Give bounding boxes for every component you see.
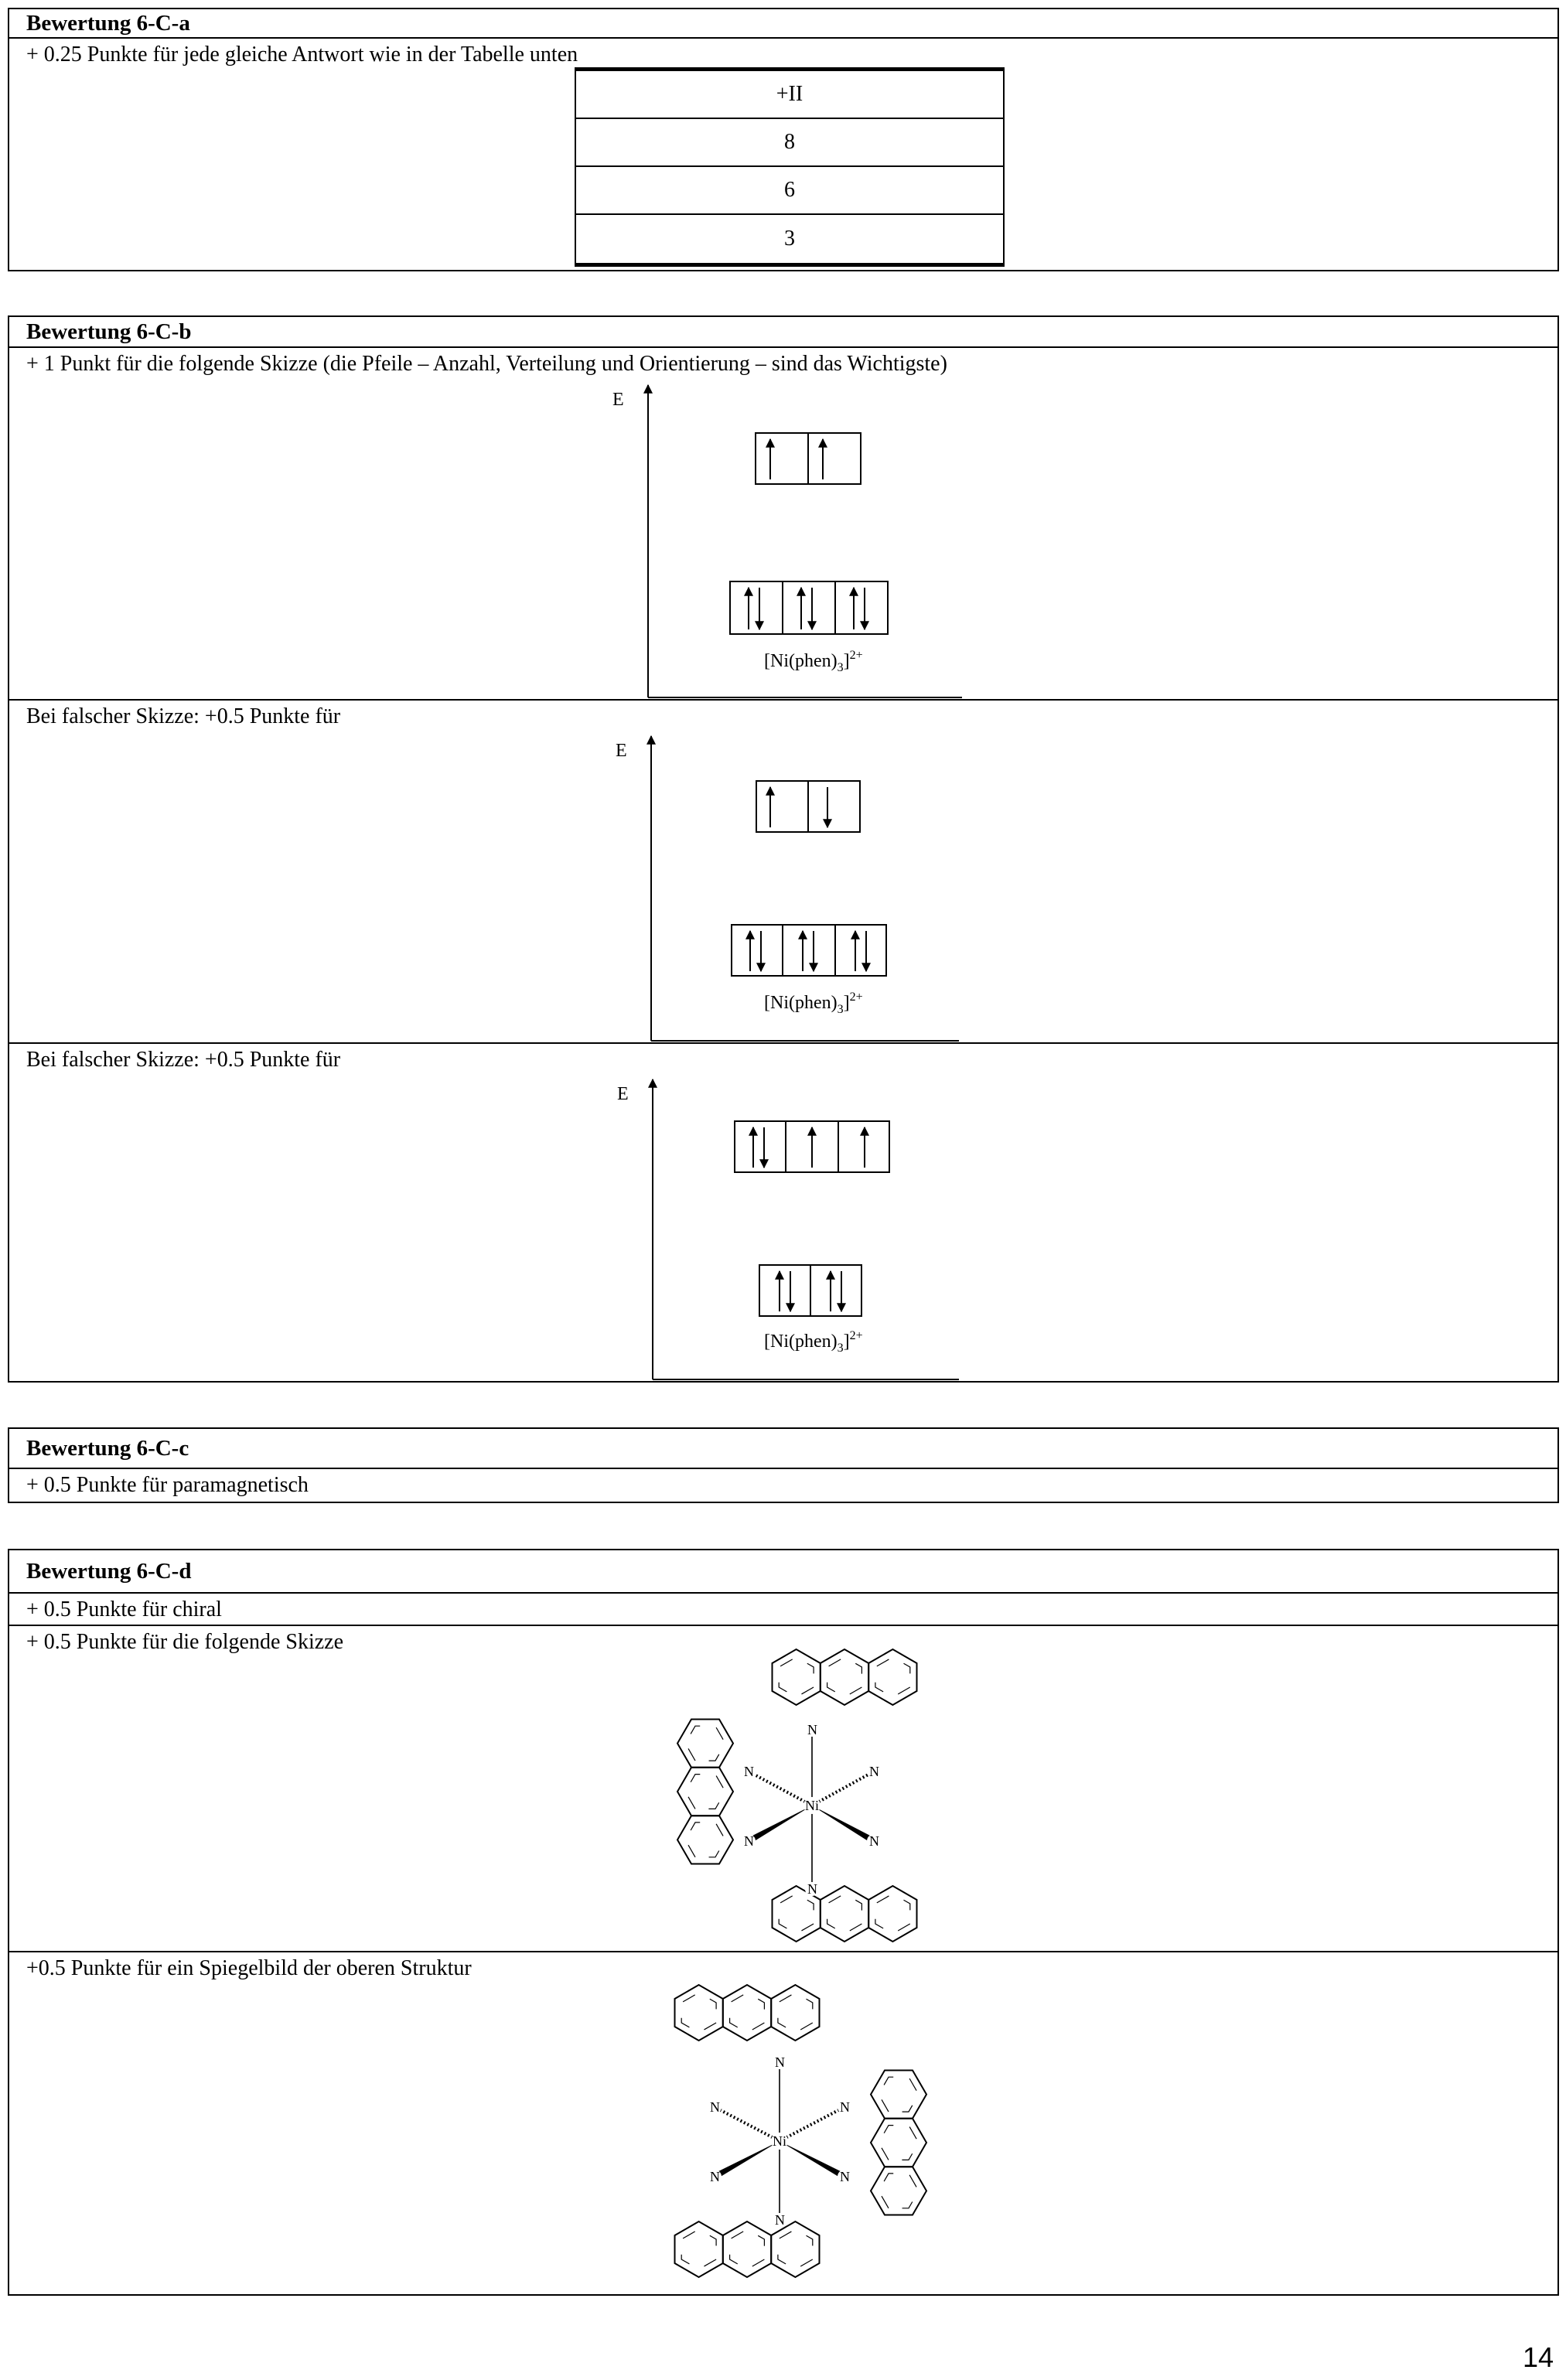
alternative-diagram-row xyxy=(9,1044,1557,1383)
ni-phen-structure xyxy=(9,1626,1557,1951)
alternative-diagram-row xyxy=(9,701,1557,1044)
wedge-bond xyxy=(747,1805,812,1843)
eg-orbitals xyxy=(756,433,861,484)
energy-axis-label: E xyxy=(612,390,624,410)
phen-ring-inner xyxy=(685,1726,725,1761)
n-atom-label: N xyxy=(710,2099,720,2115)
phen-ring-inner xyxy=(779,1657,814,1697)
phen-ring xyxy=(821,1649,868,1705)
wedge-bond xyxy=(713,2141,780,2180)
phen-ring-inner xyxy=(879,2174,919,2208)
scoring-text: Bei falscher Skizze: +0.5 Punkte für xyxy=(26,1048,341,1072)
energy-diagram-alt-1 xyxy=(9,701,1557,1042)
hashed-bond xyxy=(812,1771,874,1805)
n-atom-label: N xyxy=(840,2099,850,2115)
n-atom-label: N xyxy=(775,2054,785,2070)
phen-ring xyxy=(868,1649,916,1705)
phen-ring xyxy=(771,2221,819,2277)
scoring-text: +0.5 Punkte für ein Spiegelbild der oberen Struktur xyxy=(26,1956,472,1980)
phen-ring-inner xyxy=(778,2229,813,2269)
phen-ring-inner xyxy=(879,2077,919,2112)
energy-diagram-correct xyxy=(9,348,1557,699)
answer-table xyxy=(575,67,1005,267)
section-header: Bewertung 6-C-a xyxy=(9,9,1557,39)
section-6-c-b xyxy=(8,315,1559,1383)
phen-ring-inner xyxy=(685,1823,725,1857)
n-atom-label: N xyxy=(807,1881,817,1897)
section-header: Bewertung 6-C-d xyxy=(9,1550,1557,1594)
scoring-text: + 0.5 Punkte für paramagnetisch xyxy=(26,1473,309,1497)
answer-row xyxy=(9,39,1557,271)
phen-ring xyxy=(677,1816,733,1863)
phen-ring-inner xyxy=(875,1657,910,1697)
phen-ring xyxy=(675,2221,723,2277)
hashed-bond xyxy=(715,2107,780,2141)
phen-ring xyxy=(677,1768,733,1816)
scoring-text: + 0.25 Punkte für jede gleiche Antwort wie in der Tabelle unten xyxy=(26,43,578,66)
phen-ring-inner xyxy=(685,1775,725,1809)
scoring-row xyxy=(9,1469,1557,1503)
phen-ring xyxy=(723,2221,771,2277)
answer-cell: +II xyxy=(576,71,1003,119)
phen-ring-inner xyxy=(827,1894,862,1934)
lower-orbitals xyxy=(759,1265,861,1316)
phen-ring-inner xyxy=(875,1894,910,1934)
wedge-bond xyxy=(812,1805,875,1843)
ni-atom-label: Ni xyxy=(773,2133,786,2149)
scoring-row xyxy=(9,1594,1557,1626)
phen-ring xyxy=(871,2119,926,2167)
n-atom-label: N xyxy=(840,2169,850,2184)
phen-ring xyxy=(723,1985,771,2041)
phen-ring xyxy=(821,1886,868,1942)
phen-ring-inner xyxy=(730,2229,765,2269)
structure-row xyxy=(9,1626,1557,1952)
phen-ring-inner xyxy=(779,1894,814,1934)
n-atom-label: N xyxy=(710,2169,720,2184)
structure-row xyxy=(9,1952,1557,2296)
ni-atom-label: Ni xyxy=(805,1798,819,1813)
answer-cell: 3 xyxy=(784,227,795,251)
phen-ring xyxy=(871,2167,926,2215)
t2g-orbitals xyxy=(732,925,886,976)
phen-ring xyxy=(677,1720,733,1768)
section-6-c-c xyxy=(8,1427,1559,1503)
ni-phen-mirror-structure xyxy=(9,1952,1557,2294)
phen-ring xyxy=(771,1985,819,2041)
phen-ring-inner xyxy=(730,1993,765,2033)
phen-ring xyxy=(675,1985,723,2041)
eg-orbitals xyxy=(756,781,860,832)
n-atom-label: N xyxy=(775,2212,785,2228)
phen-ring xyxy=(871,2071,926,2119)
phen-ring-inner xyxy=(681,2229,716,2269)
section-6-c-d xyxy=(8,1549,1559,2296)
phen-ring xyxy=(773,1649,821,1705)
complex-label: $[Ni(phen)_3]^{2+}$ xyxy=(764,649,863,674)
energy-diagram-alt-2 xyxy=(9,1044,1557,1381)
hashed-bond xyxy=(749,1771,812,1805)
scoring-text: + 0.5 Punkte für chiral xyxy=(26,1597,222,1621)
section-header: Bewertung 6-C-c xyxy=(9,1429,1557,1469)
answer-cell: 6 xyxy=(576,167,1003,215)
scoring-text: + 1 Punkt für die folgende Skizze (die Pfeile – Anzahl, Verteilung und Orientierung – sind das Wichtigste) xyxy=(26,352,947,376)
section-header: Bewertung 6-C-b xyxy=(9,317,1557,348)
scoring-text: Bei falscher Skizze: +0.5 Punkte für xyxy=(26,704,341,728)
phen-ring-inner xyxy=(778,1993,813,2033)
n-atom-label: N xyxy=(744,1764,754,1779)
scoring-text: + 0.5 Punkte für die folgende Skizze xyxy=(26,1630,344,1654)
complex-label: $[Ni(phen)_3]^{2+}$ xyxy=(764,991,863,1016)
phen-ring xyxy=(868,1886,916,1942)
n-atom-label: N xyxy=(869,1833,879,1849)
phen-ring-inner xyxy=(879,2126,919,2160)
complex-label: $[Ni(phen)_3]^{2+}$ xyxy=(764,1329,863,1355)
n-atom-label: N xyxy=(807,1722,817,1737)
n-atom-label: N xyxy=(744,1833,754,1849)
answer-cell: 8 xyxy=(576,119,1003,167)
page-number: 14 xyxy=(1522,2341,1554,2373)
hashed-bond xyxy=(780,2107,844,2141)
upper-orbitals xyxy=(735,1121,889,1172)
energy-axis-label: E xyxy=(617,1084,629,1104)
phen-ring-inner xyxy=(681,1993,716,2033)
phen-ring-inner xyxy=(827,1657,862,1697)
t2g-orbitals xyxy=(730,581,888,634)
section-6-c-a xyxy=(8,8,1559,271)
correct-diagram-row xyxy=(9,348,1557,701)
energy-axis-label: E xyxy=(616,741,627,761)
n-atom-label: N xyxy=(869,1764,879,1779)
wedge-bond xyxy=(780,2141,846,2180)
